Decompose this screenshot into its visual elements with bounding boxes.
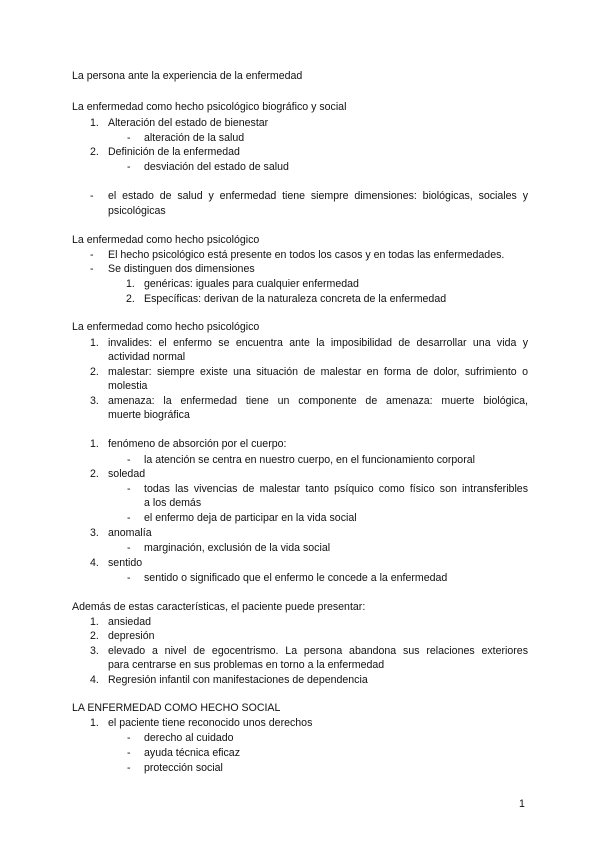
list-number: 1. — [90, 337, 99, 349]
list-dash: - — [127, 161, 131, 173]
list-number: 3. — [90, 645, 99, 657]
list-item-continuation: molestia — [108, 380, 148, 392]
list-item: alteración de la salud — [144, 132, 245, 144]
list-number: 1. — [126, 278, 135, 290]
list-item-continuation: psicológicas — [108, 205, 166, 217]
list-item: todas las vivencias de malestar tanto psíquico como físico son intransferibles — [144, 483, 528, 495]
list-item: sentido — [108, 557, 143, 569]
list-item-continuation: a los demás — [144, 497, 202, 509]
section-heading: La enfermedad como hecho psicológico biográfico y social — [72, 101, 347, 113]
list-dash: - — [127, 542, 131, 554]
list-number: 1. — [90, 717, 99, 729]
list-item: invalides: el enfermo se encuentra ante la imposibilidad de desarrollar una vida y — [108, 337, 528, 349]
list-item-continuation: actividad normal — [108, 351, 186, 363]
list-item: Regresión infantil con manifestaciones de dependencia — [108, 674, 368, 686]
list-dash: - — [127, 454, 131, 466]
list-item: el enfermo deja de participar en la vida social — [144, 512, 357, 524]
list-dash: - — [127, 483, 131, 495]
list-number: 3. — [90, 395, 99, 407]
list-item: ayuda técnica eficaz — [144, 747, 240, 759]
list-number: 4. — [90, 557, 99, 569]
list-dash: - — [127, 732, 131, 744]
list-item: Se distinguen dos dimensiones — [108, 263, 255, 275]
list-item: El hecho psicológico está presente en todos los casos y en todas las enfermedades. — [108, 249, 505, 261]
page-number: 1 — [519, 798, 525, 810]
list-number: 1. — [90, 117, 99, 129]
list-number: 2. — [90, 630, 99, 642]
list-item: protección social — [144, 762, 223, 774]
list-item: desviación del estado de salud — [144, 161, 289, 173]
list-number: 1. — [90, 438, 99, 450]
section-heading: La enfermedad como hecho psicológico — [72, 234, 260, 246]
list-dash: - — [127, 512, 131, 524]
list-item-continuation: para centrarse en sus problemas en torno a la enfermedad — [108, 659, 385, 671]
list-item: depresión — [108, 630, 155, 642]
list-item: la atención se centra en nuestro cuerpo, en el funcionamiento corporal — [144, 454, 475, 466]
list-item: el paciente tiene reconocido unos derechos — [108, 717, 313, 729]
list-dash: - — [90, 190, 94, 202]
list-item: elevado a nivel de egocentrismo. La persona abandona sus relaciones exteriores — [108, 645, 528, 657]
list-item: Específicas: derivan de la naturaleza concreta de la enfermedad — [144, 293, 447, 305]
list-number: 4. — [90, 674, 99, 686]
list-number: 2. — [90, 146, 99, 158]
list-item: genéricas: iguales para cualquier enfermedad — [144, 278, 359, 290]
list-item: soledad — [108, 468, 146, 480]
list-number: 1. — [90, 616, 99, 628]
list-item: anomalía — [108, 527, 152, 539]
list-dash: - — [127, 572, 131, 584]
list-dash: - — [127, 762, 131, 774]
list-dash: - — [90, 249, 94, 261]
list-item: derecho al cuidado — [144, 732, 234, 744]
list-item: ansiedad — [108, 616, 152, 628]
list-item: Alteración del estado de bienestar — [108, 117, 269, 129]
section-heading: La enfermedad como hecho psicológico — [72, 321, 260, 333]
list-number: 2. — [90, 366, 99, 378]
section-heading: Además de estas características, el paciente puede presentar: — [72, 601, 366, 613]
list-number: 2. — [90, 468, 99, 480]
list-item: amenaza: la enfermedad tiene un componente de amenaza: muerte biológica, — [108, 395, 528, 407]
list-dash: - — [90, 263, 94, 275]
list-number: 2. — [126, 293, 135, 305]
section-heading: LA ENFERMEDAD COMO HECHO SOCIAL — [72, 702, 281, 714]
list-item: malestar: siempre existe una situación de malestar en forma de dolor, sufrimiento o — [108, 366, 528, 378]
list-item-continuation: muerte biográfica — [108, 409, 190, 421]
list-item: Definición de la enfermedad — [108, 146, 240, 158]
list-number: 3. — [90, 527, 99, 539]
list-item: el estado de salud y enfermedad tiene siempre dimensiones: biológicas, sociales y — [108, 190, 528, 202]
list-item: fenómeno de absorción por el cuerpo: — [108, 438, 287, 450]
list-dash: - — [127, 132, 131, 144]
list-item: sentido o significado que el enfermo le concede a la enfermedad — [144, 572, 448, 584]
list-item: marginación, exclusión de la vida social — [144, 542, 331, 554]
page-title: La persona ante la experiencia de la enfermedad — [72, 70, 303, 82]
list-dash: - — [127, 747, 131, 759]
